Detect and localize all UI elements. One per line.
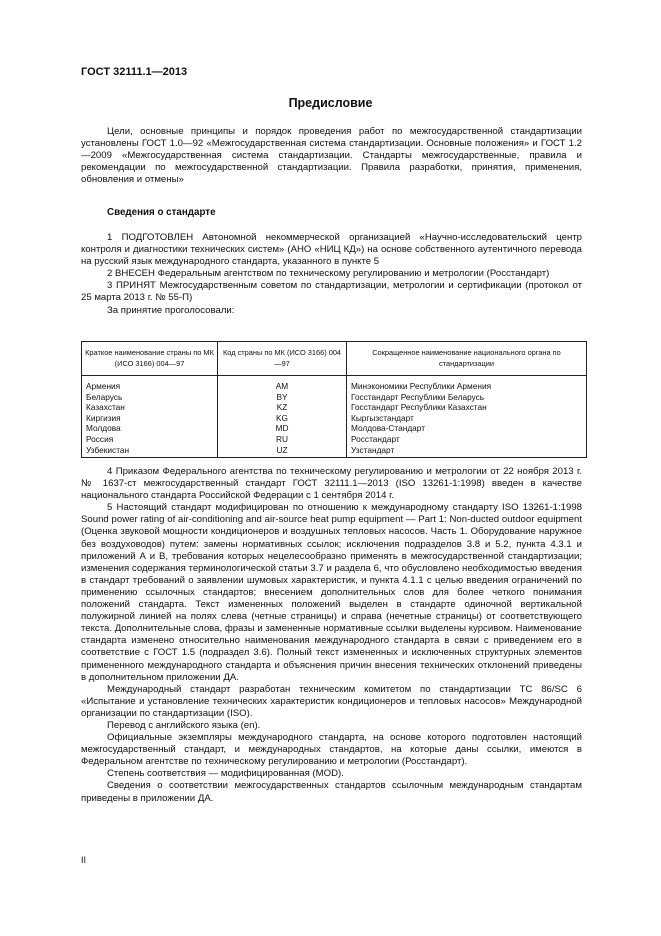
- intro-section: [81, 126, 582, 186]
- col-header-body: Сокращенное наименование национального органа по стандартизации: [347, 342, 587, 376]
- country-cell: Узбекистан: [82, 445, 218, 458]
- table-row: [82, 423, 587, 434]
- page-title: Предисловие: [288, 96, 373, 110]
- section-heading: Сведения о стандарте: [107, 207, 216, 218]
- intro-paragraph: Цели, основные принципы и порядок проведения работ по межгосударственной стандартизации установлены ГОСТ 1.0—92 «Межгосударственная система стандартизации. Основные положения» и ГОСТ 1.2—2009 «Межгосударственная система стандартизации. Стандарты межгосударственные, правила и рекомендации по межгосударственной стандартизации. Правила разработки, принятия, применения, обновления и отмены»: [81, 126, 582, 186]
- body-cell: Росстандарт: [347, 434, 587, 445]
- item-5-paragraph: 5 Настоящий стандарт модифицирован по отношению к международному стандарту ISO 13261-1:1998 Sound power rating of air-conditioning and air-source heat pump equipment — Part 1: Non-ducted outdoor equipment (Оценка звуковой мощности кондиционеров и воздушных тепловых насосов. Часть 1. Оборудование наружное без воздуховодов) путем: замены нормативных ссылок; исключения подразделов 3.8 и 5.2, пункта 4.3.1 и приложений А и В, требования которых нецелесообразно применять в межгосударственной стандартизации; изменения содержания терминологической статьи 3.7 и раздела 6, что обусловлено необходимостью введения в стандарт требований о заявлении шумовых характеристик, и пункта 4.1.1 с целью введения ограничений по применению ссылочных стандартов; внесением дополнительных слов для более четкого понимания положений стандарта. Текст измененных положений выделен в стандарте одиночной вертикальной полужирной линией на полях слева (четные страницы) и справа (нечетные страницы) от соответствующего текста. Дополнительные слова, фразы и замененные нормативные ссылки выделены курсивом. Наименование стандарта изменено относительно наименования международного стандарта в связи с приведением его в соответствие с ГОСТ 1.5 (подраздел 3.6). Полный текст измененных и исключенных структурных элементов примененного международного стандарта и объяснения причин внесения технических отклонений приведены в дополнительном приложении ДА.: [81, 502, 582, 683]
- item-4-paragraph: 4 Приказом Федерального агентства по техническому регулированию и метрологии от 22 ноября 2013 г. № 1637-ст межгосударственный стандарт ГОСТ 32111.1—2013 (ISO 13261-1:1998) введен в качестве национального стандарта Российской Федерации с 1 сентября 2014 г.: [81, 466, 582, 502]
- after-table-section: [81, 466, 582, 805]
- body-cell: Госстандарт Республики Беларусь: [347, 392, 587, 403]
- code-cell: KG: [218, 413, 347, 424]
- conformity-paragraph: Степень соответствия — модифицированная (MOD).: [107, 768, 344, 780]
- body-cell: Госстандарт Республики Казахстан: [347, 402, 587, 413]
- document-header: ГОСТ 32111.1—2013: [81, 66, 188, 78]
- country-cell: Казахстан: [82, 402, 218, 413]
- country-cell: Беларусь: [82, 392, 218, 403]
- col-header-country: Краткое наименование страны по МК (ИСО 3166) 004—97: [82, 342, 218, 376]
- table-row: [82, 413, 587, 424]
- info-section: [81, 232, 582, 317]
- country-cell: Молдова: [82, 423, 218, 434]
- country-cell: Россия: [82, 434, 218, 445]
- item-2-paragraph: 2 ВНЕСЕН Федеральным агентством по техническому регулированию и метрологии (Росстандарт): [107, 268, 550, 280]
- table-row: [82, 445, 587, 458]
- code-cell: BY: [218, 392, 347, 403]
- code-cell: AM: [218, 376, 347, 392]
- item-1-paragraph: 1 ПОДГОТОВЛЕН Автономной некоммерческой организацией «Научно-исследовательский центр контроля и диагностики технических систем» (АНО «НИЦ КД») на основе собственного аутентичного перевода на русский язык международного стандарта, указанного в пункте 5: [81, 232, 582, 268]
- col-header-code: Код страны по МК (ИСО 3166) 004—97: [218, 342, 347, 376]
- code-cell: MD: [218, 423, 347, 434]
- source-standard-paragraph: Международный стандарт разработан техническим комитетом по стандартизации ТС 86/SC 6 «Испытание и установление технических характеристик кондиционеров и тепловых насосов» Международной организации по стандартизации (ISO).: [81, 683, 582, 719]
- body-cell: Молдова-Стандарт: [347, 423, 587, 434]
- official-copies-paragraph: Официальные экземпляры международного стандарта, на основе которого подготовлен настоящий межгосударственный стандарт, и международных стандартов, на которые даны ссылки, имеются в Федеральном агентстве по техническому регулированию и метрологии (Росстандарт).: [81, 732, 582, 768]
- country-cell: Киргизия: [82, 413, 218, 424]
- table-row: [82, 402, 587, 413]
- references-paragraph: Сведения о соответствии межгосударственных стандартов ссылочным международным стандартам приведены в приложении ДА.: [81, 780, 582, 804]
- item-3-paragraph: 3 ПРИНЯТ Межгосударственным советом по стандартизации, метрологии и сертификации (протокол от 25 марта 2013 г. № 55-П): [81, 280, 582, 304]
- body-cell: Узстандарт: [347, 445, 587, 458]
- code-cell: KZ: [218, 402, 347, 413]
- code-cell: RU: [218, 434, 347, 445]
- member-states-table: [81, 341, 587, 458]
- translation-paragraph: Перевод с английского языка (en).: [107, 719, 261, 731]
- body-cell: Кыргызстандарт: [347, 413, 587, 424]
- table-row: [82, 434, 587, 445]
- vote-caption: За принятие проголосовали:: [107, 304, 235, 316]
- body-cell: Минэкономики Республики Армения: [347, 376, 587, 392]
- table-row: [82, 376, 587, 392]
- country-cell: Армения: [82, 376, 218, 392]
- table-header-row: [82, 342, 587, 376]
- page-number: II: [81, 855, 87, 865]
- code-cell: UZ: [218, 445, 347, 458]
- table-row: [82, 392, 587, 403]
